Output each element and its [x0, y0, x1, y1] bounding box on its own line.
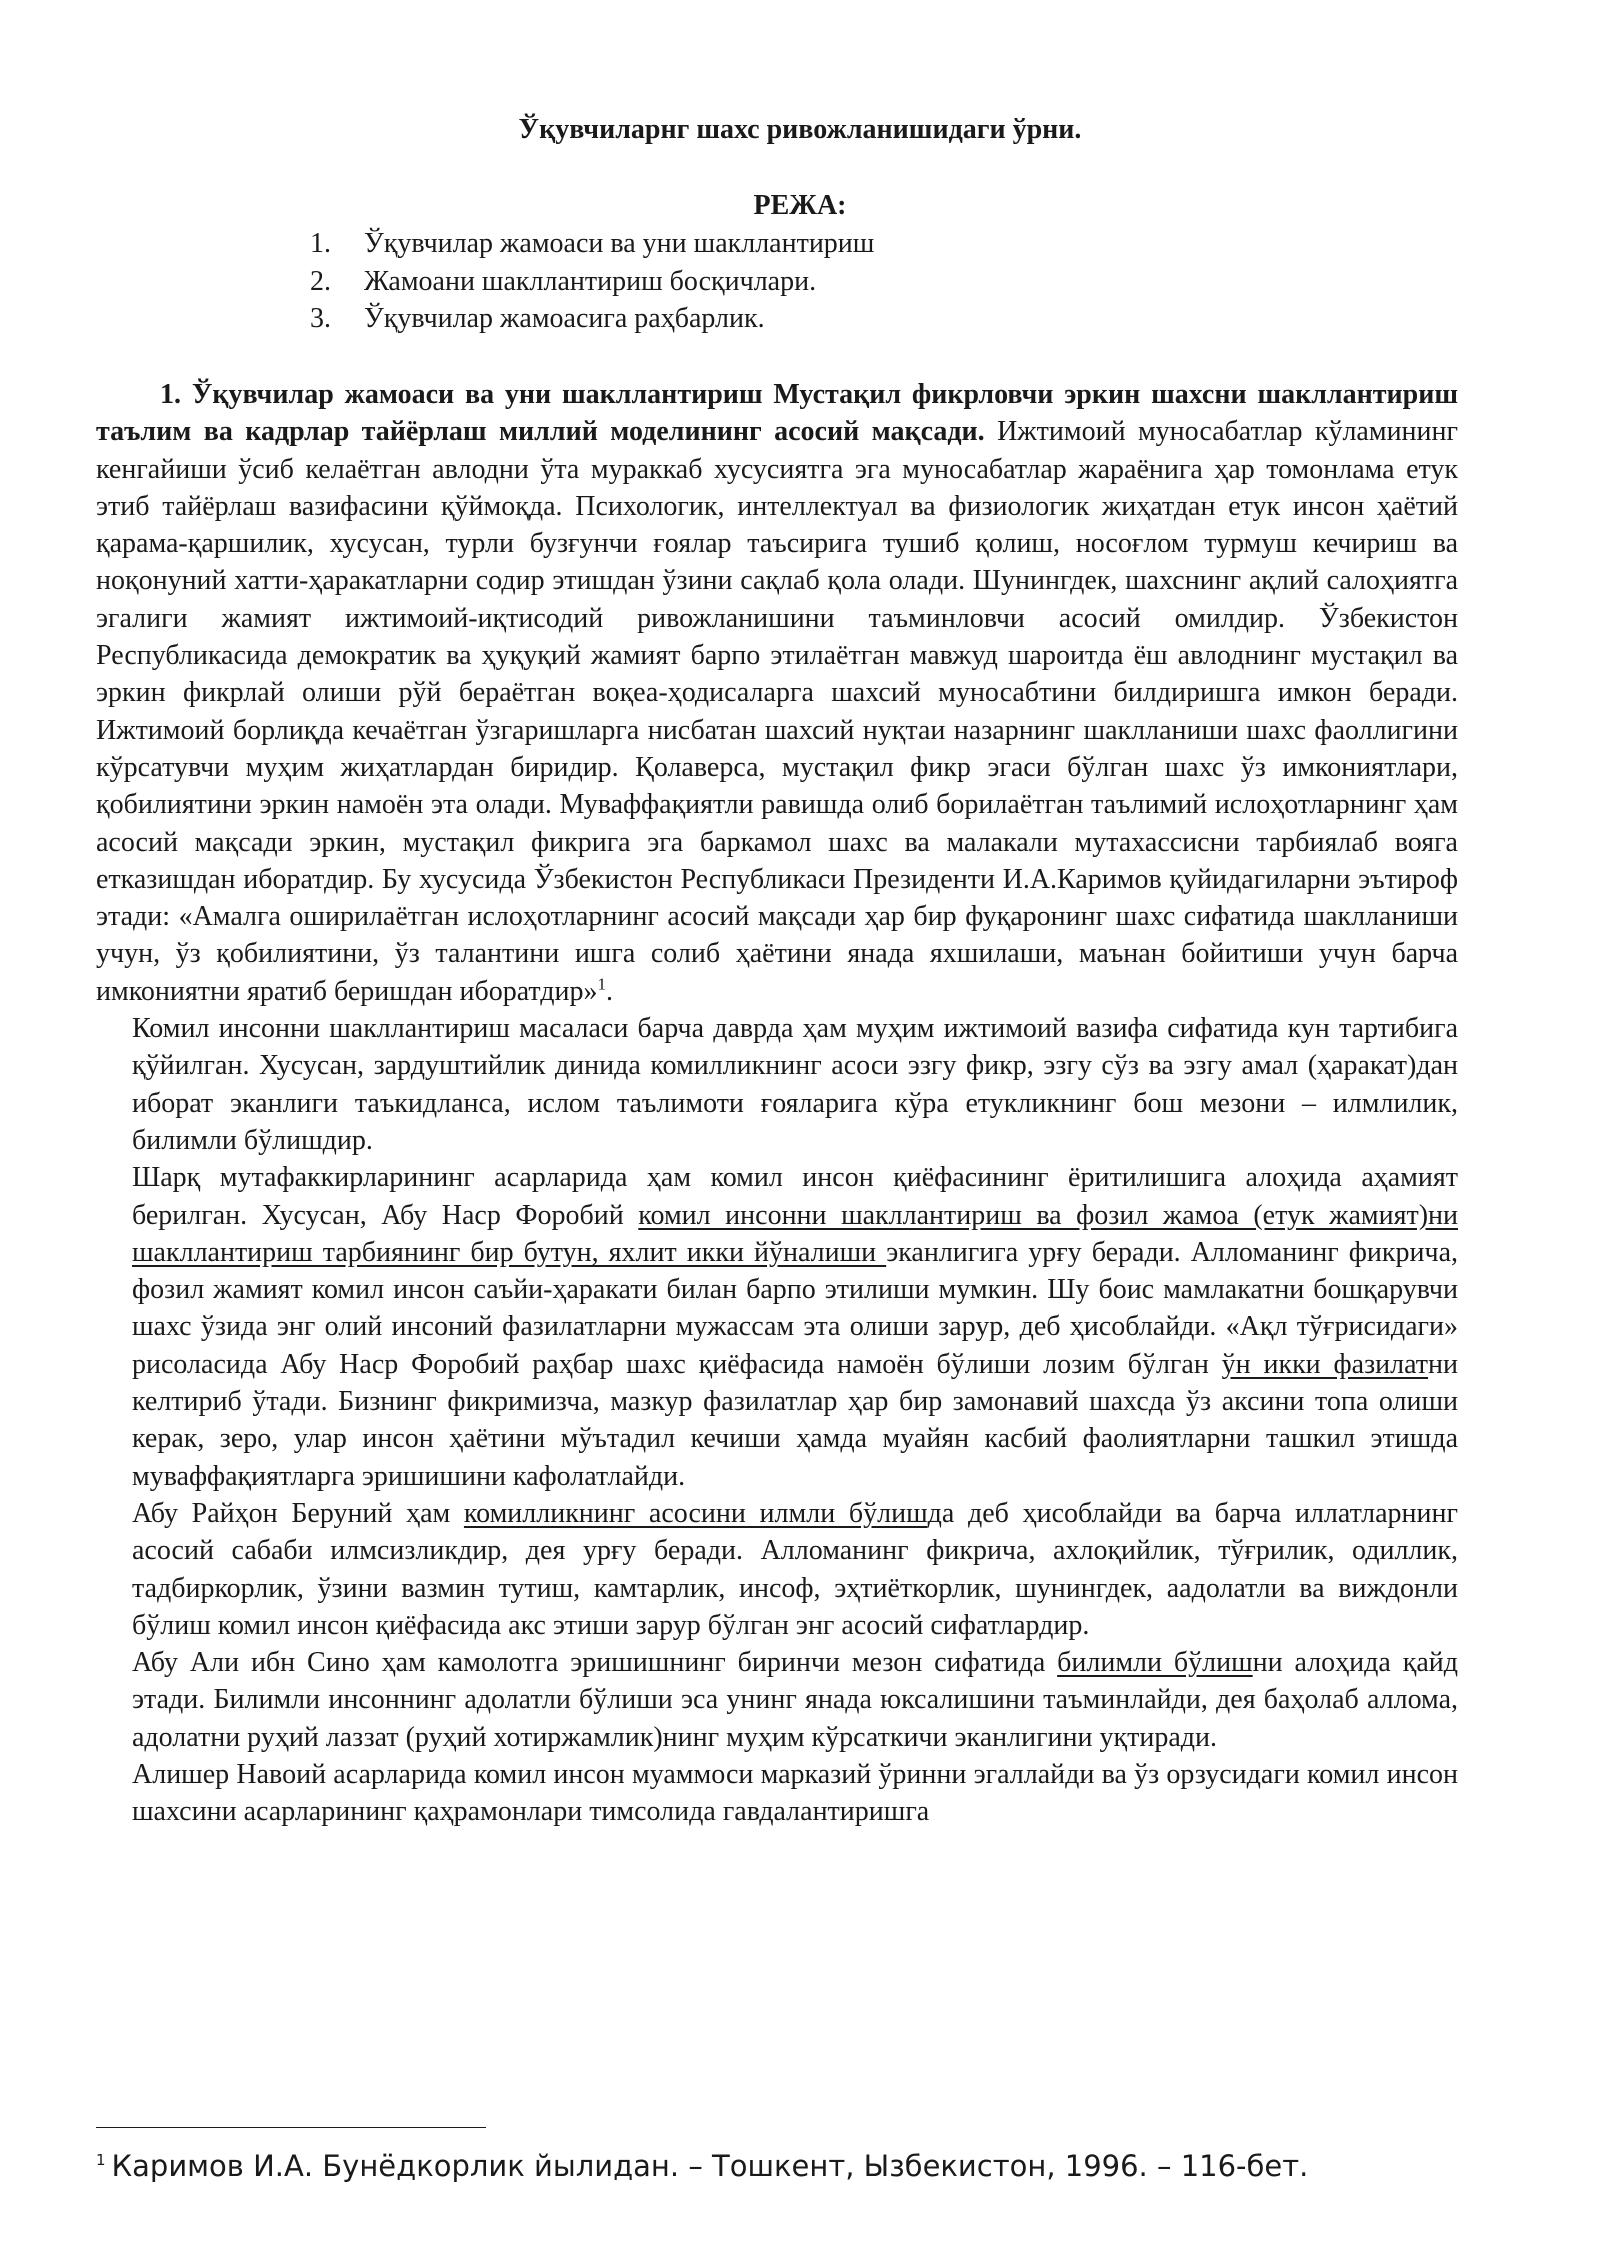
paragraph-navoi: Алишер Навоий асарларида комил инсон муаммоси марказий ўринни эгаллайди ва ўз орзусидаги комил инсон шахсини асарларининг қаҳрамонлари тимсолида гавдалантиришга [132, 1758, 1458, 1828]
farabi-text-c: ни келтириб ўтади. Бизнинг фикримизча, мазкур фазилатлар ҳар бир замонавий шахсда ўз аксини топа олиши керак, зеро, улар инсон ҳаётини мўътадил кечиши ҳамда муайян касбий фаолиятларни ташкил этишда муваффақиятларга эришишини кафолатлайди. [132, 1348, 1459, 1492]
ibn-sino-underlined: билимли бўлиш [1057, 1647, 1253, 1679]
section-1-text: Ижтимоий муносабатлар кўламининг кенгайиши ўсиб келаётган авлодни ўта мураккаб хусусиятга эга муносабатлар жараёнига ҳар томонлама етук этиб тайёрлаш вазифасини қўймоқда. Психологик, интеллектуал ва физиологик жиҳатдан етук инсон ҳаётий қарама-қаршилик, хусусан, турли бузғунчи ғоялар таъсирига тушиб қолиш, носоғлом турмуш кечириш ва ноқонуний хатти-ҳаракатларни содир этишдан ўзини сақлаб қола олади. Шунингдек, шахснинг ақлий салоҳиятга эгалиги жамият ижтимоий-иқтисодий ривожланишини таъминловчи асосий омилдир. Ўзбекистон Республикасида демократик ва ҳуқуқий жамият барпо этилаётган мавжуд шароитда ёш авлоднинг мустақил ва эркин фикрлай олиши рўй бераётган воқеа-ҳодисаларга шахсий муносабтини билдиришга имкон беради. Ижтимоий борлиқда кечаётган ўзгаришларга нисбатан шахсий нуқтаи назарнинг шаклланиши шахс фаоллигини кўрсатувчи муҳим жиҳатлардан биридир. Қолаверса, мустақил фикр эгаси бўлган шахс ўз имкониятлари, қобилиятини эркин намоён эта олади. Муваффақиятли равишда олиб борилаётган таълимий ислоҳотларнинг ҳам асосий мақсади эркин, мустақил фикрига эга баркамол шахс ва малакали мутахассисни тарбиялаб вояга етказишдан иборатдир. Бу хусусида Ўзбекистон Республикаси Президенти И.А.Каримов қуйидагиларни эътироф этади: «Амалга оширилаётган ислоҳотларнинг асосий мақсади ҳар бир фуқаронинг шахс сифатида шаклланиши учун, ўз қобилиятини, ўз талантини ишга солиб ҳаётини янада яхшилаши, маънан бойитиши учун барча имкониятни яратиб беришдан иборатдир» [96, 416, 1458, 1007]
footnote-separator [96, 2127, 486, 2128]
plan-item-text: Ўқувчилар жамоаси ва уни шакллантириш [364, 228, 875, 259]
plan-item-number: 1. [310, 228, 331, 259]
section-1-heading: 1. Ўқувчилар жамоаси ва уни шакллантириш Мустақил фикрловчи эркин шахсни шакллантириш таълим ва кадрлар тайёрлаш миллий моделининг асосий мақсади. [96, 379, 1458, 448]
paragraph-beruni [96, 1495, 1458, 1644]
footnote-text: Каримов И.А. Бунёдкорлик йылидан. – Тошкент, Ызбекистон, 1996. – 116-бет. [111, 2149, 1309, 2183]
paragraph-ibn-sino [96, 1644, 1458, 1756]
footnote [96, 2148, 1496, 2184]
beruni-underlined: комилликнинг асосини илмли бўлиш [463, 1497, 928, 1529]
section-1-paragraph [96, 376, 1458, 1010]
plan-item [310, 300, 874, 338]
farabi-underlined-b: ўн икки фазилат [1221, 1348, 1429, 1380]
farabi-text-a: Шарқ мутафаккирларининг асарларида ҳам комил инсон қиёфасининг ёритилишига алоҳида аҳамият берилган. Хусусан, Абу Наср Форобий [132, 1162, 1458, 1231]
document-body [96, 376, 1458, 1831]
farabi-underlined-a: комил инсонни шакллантириш ва фозил жамоа (етук жамият)ни шакллантириш тарбиянинг бир бутун, яхлит икки йўналиши [132, 1199, 1458, 1268]
plan-item-text: Ўқувчилар жамоасига раҳбарлик. [364, 303, 765, 334]
footnote-mark: 1 [96, 2151, 106, 2170]
paragraph-perfect-person: Комил инсонни шакллантириш масаласи барча даврда ҳам муҳим ижтимоий вазифа сифатида кун тартибига қўйилган. Хусусан, зардуштийлик динида комилликнинг асоси эзгу фикр, эзгу сўз ва эзгу амал (ҳаракат)дан иборат эканлиги таъкидланса, ислом таълимоти ғояларига кўра етукликнинг бош мезони – илмлилик, билимли бўлишдир. [132, 1013, 1458, 1156]
ibn-sino-text-b: ни алоҳида қайд этади. Билимли инсоннинг адолатли бўлиши эса унинг янада юксалишини таъминлайди, дея баҳолаб аллома, адолатни руҳий лаззат (руҳий хотиржамлик)нинг муҳим кўрсаткичи эканлигини уқтиради. [132, 1647, 1458, 1753]
beruni-text-a: Абу Райҳон Беруний ҳам [132, 1497, 464, 1529]
section-1-end: . [606, 975, 614, 1007]
document-title: Ўқувчиларнг шахс ривожланишидаги ўрни. [518, 114, 1082, 145]
paragraph-farabi [96, 1159, 1458, 1495]
plan-heading: РЕЖА: [753, 190, 847, 221]
plan-item [310, 225, 874, 263]
ibn-sino-text-a: Абу Али ибн Сино ҳам камолотга эришишнинг биринчи мезон сифатида [132, 1647, 1058, 1679]
plan-list [310, 225, 874, 338]
plan-item [310, 263, 874, 301]
farabi-text-b: эканлигига урғу беради. Алломанинг фикрича, фозил жамият комил инсон саъйи-ҳаракати билан барпо этилиши мумкин. Шу боис мамлакатни бошқарувчи шахс ўзида энг олий инсоний фазилатларни мужассам эта олиши зарур, деб ҳисоблайди. «Ақл тўғрисидаги» рисоласида Абу Наср Форобий раҳбар шахс қиёфасида намоён бўлиши лозим бўлган [132, 1236, 1459, 1380]
footnote-reference: 1 [597, 974, 607, 994]
plan-item-number: 2. [310, 265, 331, 297]
beruni-text-b: да деб ҳисоблайди ва барча иллатларнинг асосий сабаби илмсизликдир, дея урғу беради. Алломанинг фикрича, ахлоқийлик, тўғрилик, одиллик, тадбиркорлик, ўзини вазмин тутиш, камтарлик, инсоф, эҳтиёткорлик, шунингдек, аадолатли ва виждонли бўлиш комил инсон қиёфасида акс этиши зарур бўлган энг асосий сифатлардир. [132, 1497, 1458, 1641]
plan-item-number: 3. [310, 303, 331, 334]
plan-item-text: Жамоани шакллантириш босқичлари. [364, 265, 817, 297]
